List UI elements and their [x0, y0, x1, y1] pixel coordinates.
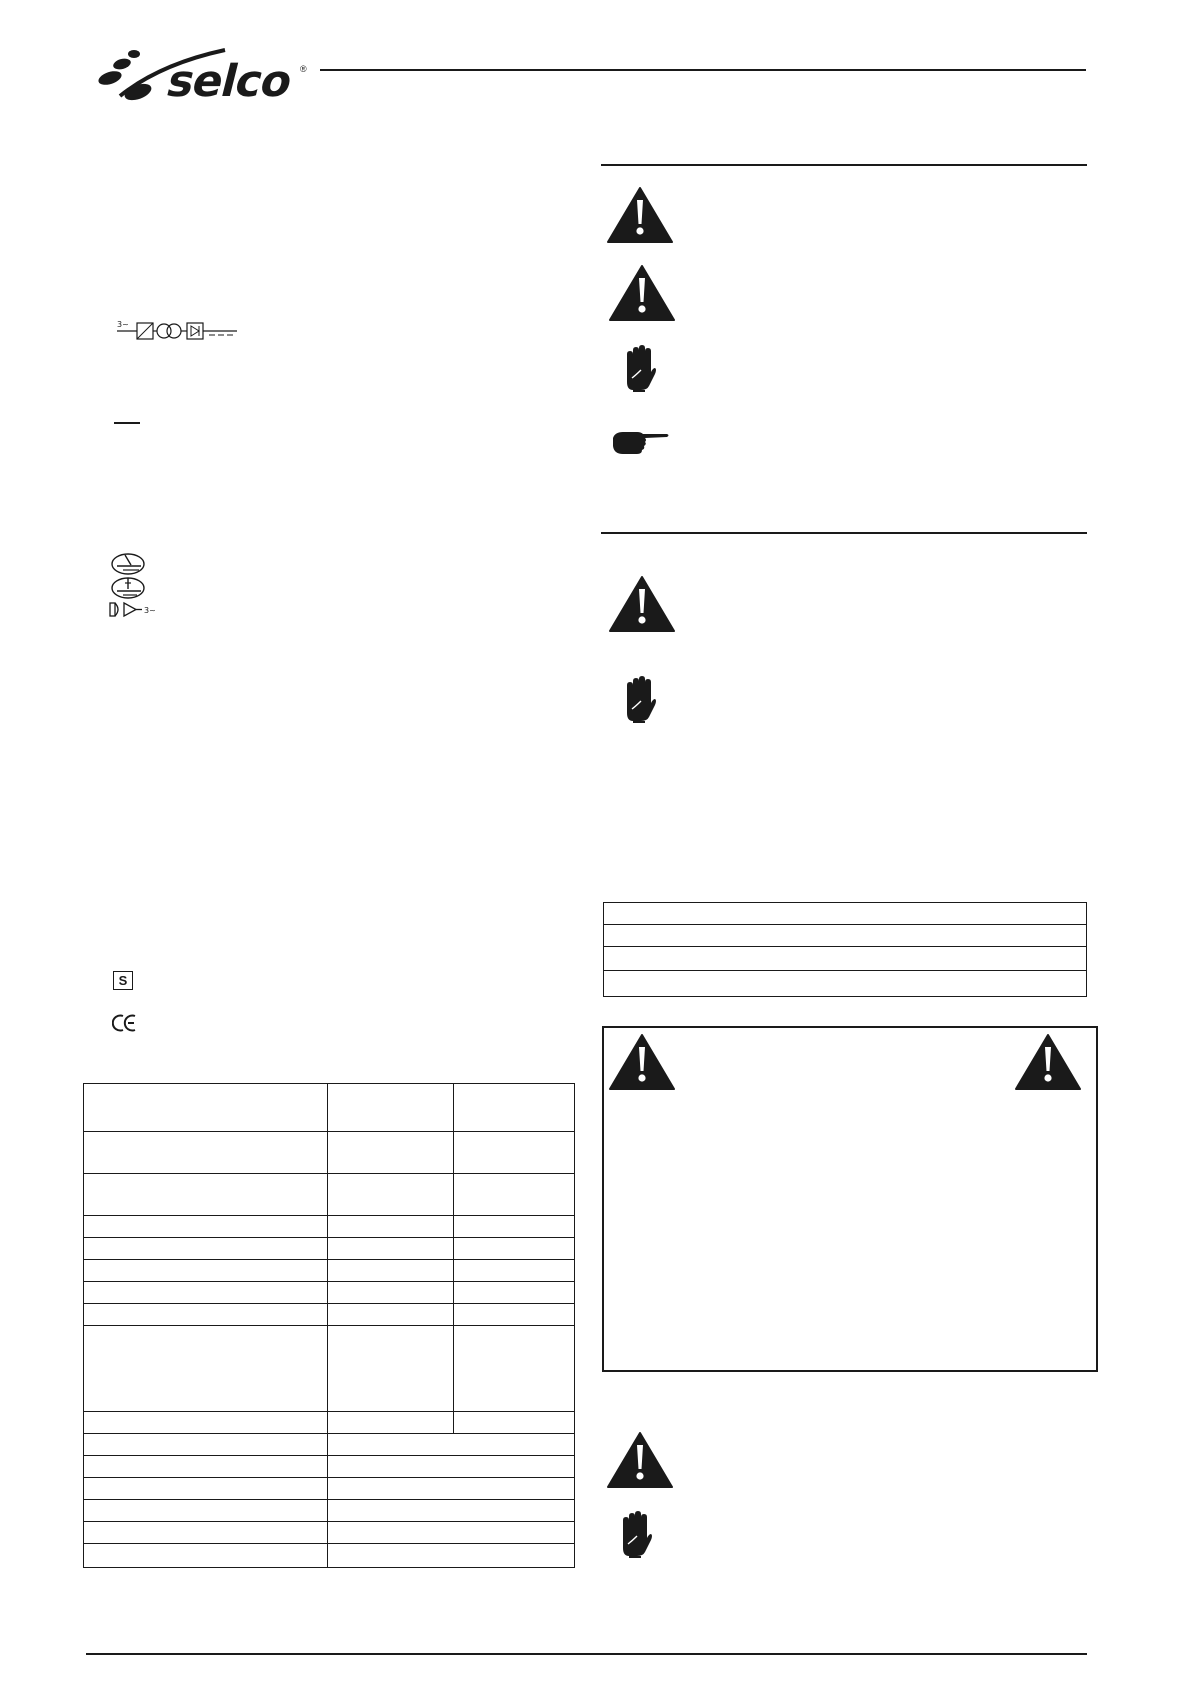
stop-hand-icon	[617, 1510, 653, 1565]
table-row	[84, 1260, 575, 1282]
svg-text:3~: 3~	[117, 320, 129, 329]
warning-triangle-icon	[606, 186, 674, 249]
pointing-hand-icon	[611, 428, 671, 463]
technical-data-table	[83, 1083, 575, 1568]
three-phase-supply-icon	[108, 601, 162, 624]
table-row	[84, 1132, 575, 1174]
table-row	[84, 1304, 575, 1326]
table-row	[604, 947, 1087, 971]
header-rule	[320, 69, 1086, 71]
inverter-block-diagram-icon	[117, 318, 239, 345]
table-row	[84, 1282, 575, 1304]
table-row	[84, 1434, 575, 1456]
warning-triangle-icon	[608, 1033, 676, 1096]
table-row	[84, 1456, 575, 1478]
mma-welding-process-icon	[111, 553, 147, 580]
table-row	[84, 1216, 575, 1238]
stop-hand-icon	[621, 675, 657, 730]
warning-triangle-icon	[608, 264, 676, 327]
table-row	[84, 1478, 575, 1500]
s-safety-mark-icon: S	[113, 971, 133, 990]
footer-rule	[86, 1653, 1087, 1655]
tig-welding-process-icon	[111, 577, 147, 604]
table-row	[84, 1238, 575, 1260]
table-row	[84, 1084, 575, 1132]
svg-text:3~: 3~	[144, 606, 156, 615]
table-row	[84, 1544, 575, 1568]
table-row	[84, 1522, 575, 1544]
ce-mark-icon	[112, 1014, 138, 1037]
table-row	[604, 903, 1087, 925]
info-table	[603, 902, 1087, 997]
logo-wordmark: selco	[161, 56, 297, 107]
warning-triangle-icon	[606, 1431, 674, 1494]
section-rule	[601, 164, 1087, 166]
warning-triangle-icon	[1014, 1033, 1082, 1096]
stop-hand-icon	[621, 344, 657, 399]
warning-triangle-icon	[608, 575, 676, 638]
table-row	[84, 1500, 575, 1522]
registered-mark: ®	[300, 64, 307, 74]
table-row	[604, 971, 1087, 997]
table-row	[84, 1326, 575, 1412]
table-row	[84, 1174, 575, 1216]
table-row	[604, 925, 1087, 947]
dc-current-symbol-icon	[114, 414, 142, 432]
table-row	[84, 1412, 575, 1434]
section-rule	[601, 532, 1087, 534]
